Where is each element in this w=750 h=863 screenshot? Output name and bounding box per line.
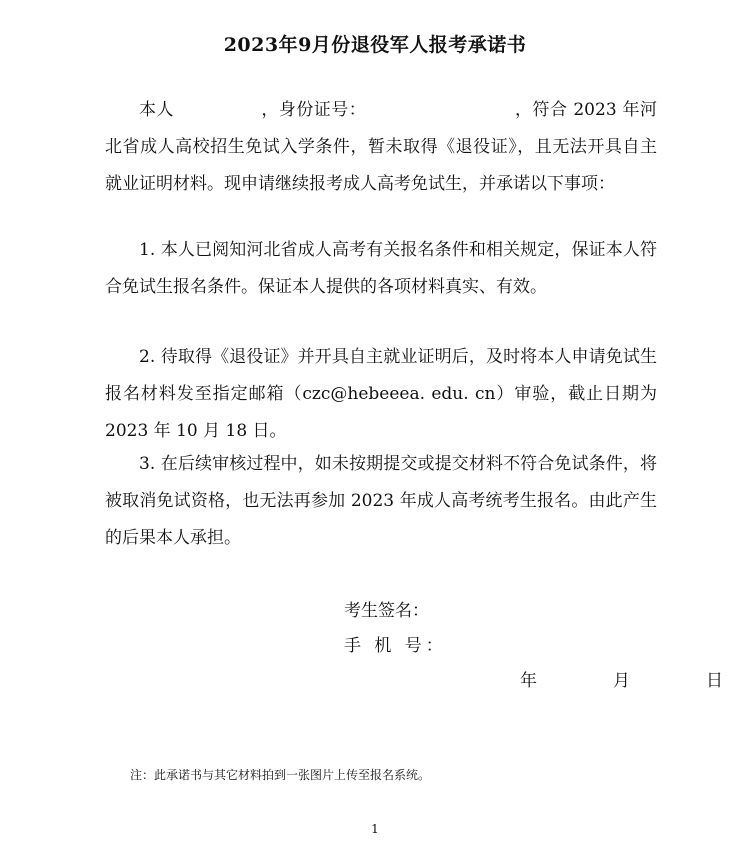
commitment-item-2: 2. 待取得《退役证》并开具自主就业证明后，及时将本人申请免试生报名材料发至指定邮箱（czc@hebeeea. edu. cn）审验，截止日期为 2023 年 10 月 18 日。	[105, 347, 657, 441]
signature-label: 考生签名：	[344, 601, 429, 621]
commitment-item-3: 3. 在后续审核过程中，如未按期提交或提交材料不符合免试条件，将被取消免试资格，也无法再参加 2023 年成人高考统考生报名。由此产生的后果本人承担。	[105, 454, 657, 548]
document-title: 2023年9月份退役军人报考承诺书	[223, 34, 527, 56]
phone-label: 手 机 号：	[344, 636, 447, 656]
intro-paragraph: 本人 ，身份证号： ，符合 2023 年河北省成人高校招生免试入学条件，暂未取得《退役证》，且无法开具自主就业证明材料。现申请继续报考成人高考免试生，并承诺以下事项：	[105, 100, 657, 194]
footnote: 注：此承诺书与其它材料拍到一张图片上传至报名系统。	[130, 768, 431, 782]
commitment-item-1: 1. 本人已阅知河北省成人高考有关报名条件和相关规定，保证本人符合免试生报名条件。保证本人提供的各项材料真实、有效。	[105, 240, 657, 297]
page-number: 1	[371, 822, 379, 836]
date-line: 年 月 日	[520, 671, 737, 691]
